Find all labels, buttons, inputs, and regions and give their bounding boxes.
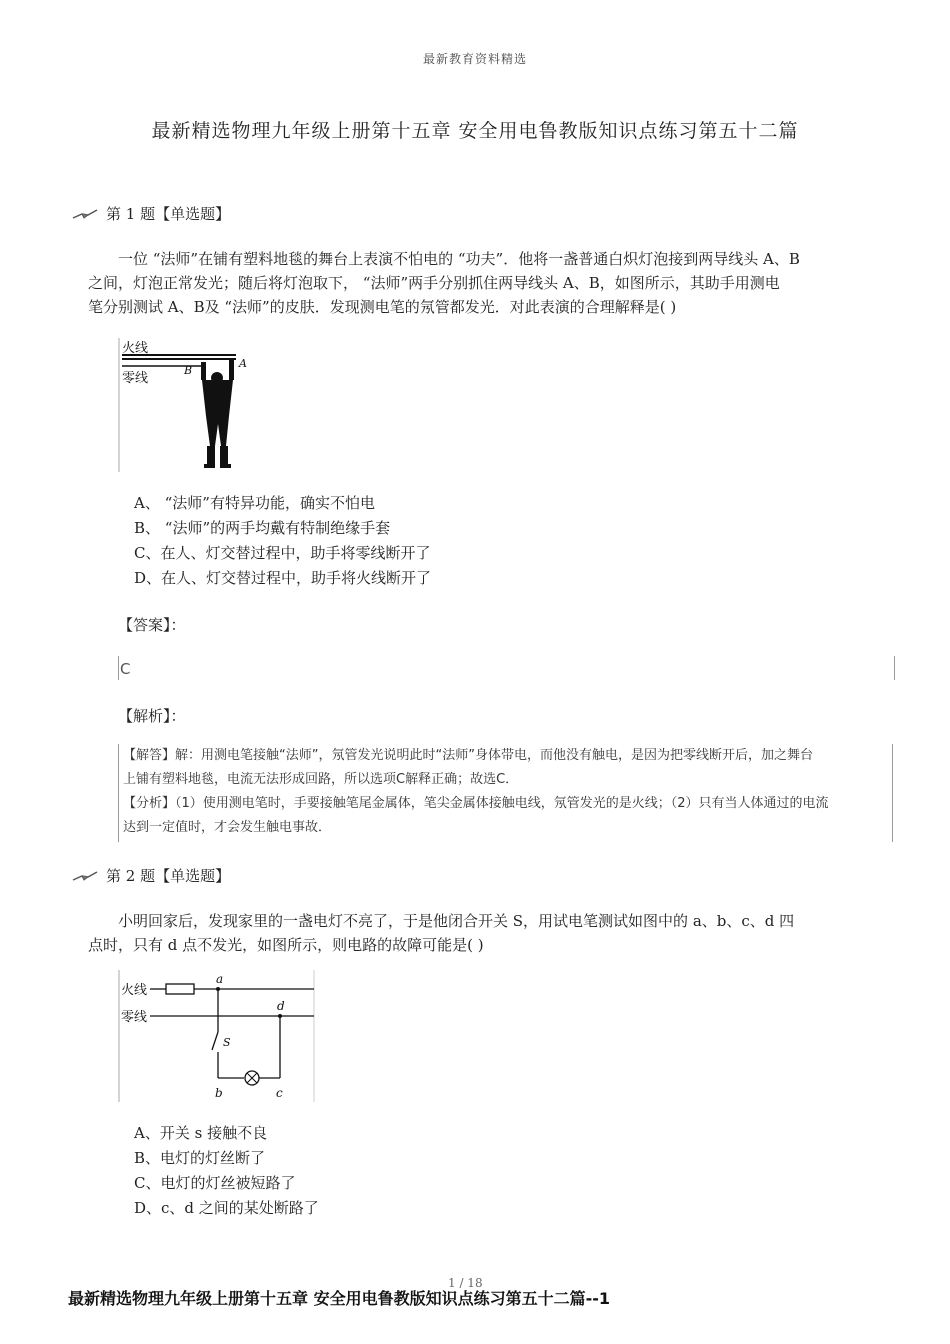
switch-s [212,1032,218,1050]
point-b-label: B [184,364,193,377]
page-footer: 最新精选物理九年级上册第十五章 安全用电鲁教版知识点练习第五十二篇--1 [68,1289,610,1308]
question-1-option-c[interactable]: C、在人、灯交替过程中，助手将零线断开了 [134,544,431,562]
analysis-line-3: 【分析】（1）使用测电笔时，手要接触笔尾金属体，笔尖金属体接触电线，氖管发光的是火线；（2）只有当人体通过的电流 [123,796,829,811]
analysis-label: 【解析】： [118,707,186,725]
question-2-circuit-figure [118,970,318,1102]
point-a-label: A [239,357,247,370]
analysis-box [118,744,893,842]
point-a-label: a [216,972,224,986]
question-1-line-1: 一位 “法师”在铺有塑料地毯的舞台上表演不怕电的 “功夫”．他将一盏普通白炽灯泡接到两导线头 A、B [118,250,800,268]
analysis-line-4: 达到一定值时，才会发生触电事故． [123,820,332,835]
question-2-option-d[interactable]: D、c、d 之间的某处断路了 [134,1199,319,1217]
question-1-option-b[interactable]: B、 “法师”的两手均戴有特制绝缘手套 [134,519,391,537]
point-c-label: c [276,1086,283,1100]
person-silhouette [201,358,234,468]
question-1-figure [118,338,252,472]
question-1-heading: 第 1 题【单选题】 [106,205,231,223]
neutral-wire-label: 零线 [122,371,149,386]
question-2-header [72,865,230,886]
question-2-line-2: 点时，只有 d 点不发光，如图所示，则电路的故障可能是( ) [88,936,484,954]
analysis-line-1: 【解答】解：用测电笔接触“法师”，氖管发光说明此时“法师”身体带电，而他没有触电，是因为把零线断开后，加之舞台 [123,748,813,763]
question-2-heading: 第 2 题【单选题】 [106,867,231,885]
page-header: 最新教育资料精选 [422,52,527,66]
switch-label: S [223,1036,231,1049]
fire-wire-label: 火线 [121,983,148,998]
neutral-wire-label: 零线 [121,1010,148,1025]
question-1-header [72,203,230,224]
analysis-line-2: 上铺有塑料地毯，电流无法形成回路，所以选项C解释正确；故选C． [123,772,519,787]
pen-icon [72,870,98,882]
answer-box [118,656,895,680]
question-2-line-1: 小明回家后，发现家里的一盏电灯不亮了，于是他闭合开关 S，用试电笔测试如图中的 a、b、c、d 四 [118,912,795,930]
question-2-option-c[interactable]: C、电灯的灯丝被短路了 [134,1174,296,1192]
page-title: 最新精选物理九年级上册第十五章 安全用电鲁教版知识点练习第五十二篇 [151,120,799,142]
page-number: 1 / 18 [448,1276,483,1290]
answer-label: 【答案】： [118,616,186,634]
point-d-label: d [277,999,285,1013]
pen-icon [72,208,98,220]
question-2-option-b[interactable]: B、电灯的灯丝断了 [134,1149,266,1167]
fuse [166,984,194,994]
question-1-line-2: 之间，灯泡正常发光；随后将灯泡取下， “法师”两手分别抓住两导线头 A、B，如图所示，其助手用测电 [88,274,780,292]
fire-wire-label: 火线 [122,341,149,356]
question-1-option-a[interactable]: A、 “法师”有特异功能，确实不怕电 [134,494,375,512]
question-1-line-3: 笔分别测试 A、B及 “法师”的皮肤．发现测电笔的氖管都发光．对此表演的合理解释是( ) [88,298,677,316]
question-2-option-a[interactable]: A、开关 s 接触不良 [134,1124,268,1142]
question-1-option-d[interactable]: D、在人、灯交替过程中，助手将火线断开了 [134,569,432,587]
answer-value: C [120,660,131,678]
point-b-label: b [215,1086,223,1100]
